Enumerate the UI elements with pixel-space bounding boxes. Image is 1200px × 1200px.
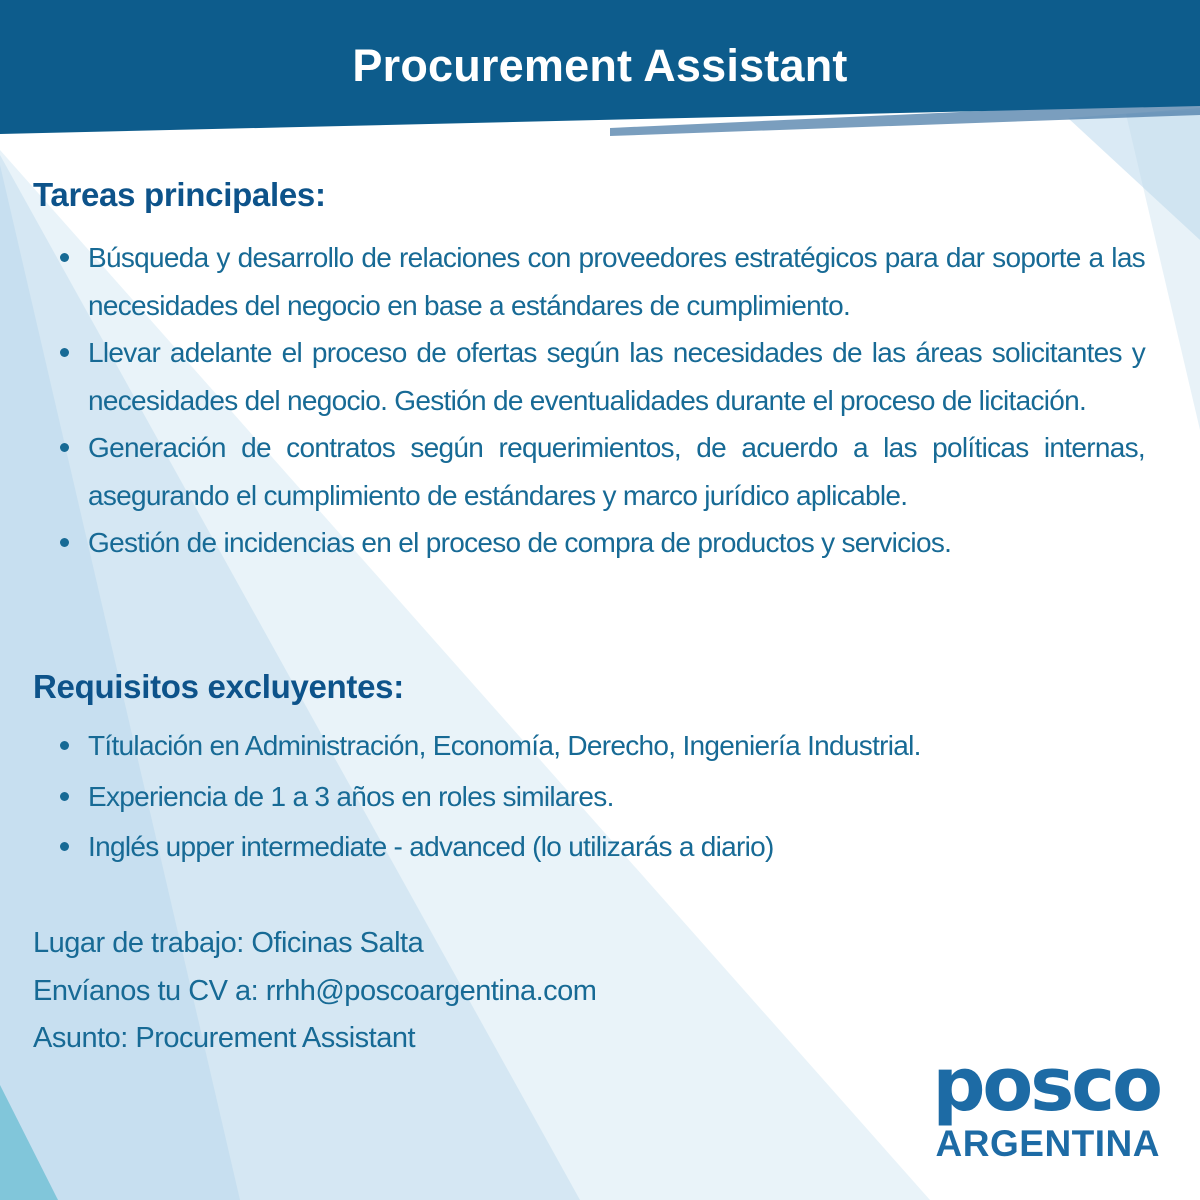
bullet-text: Experiencia de 1 a 3 años en roles similares.: [88, 780, 614, 812]
bullet-text: Generación de contratos según requerimientos, de acuerdo a las políticas internas, asegurando el cumplimiento de estándares y marco jurídico aplicable.: [88, 432, 1145, 511]
bullet-text: Llevar adelante el proceso de ofertas según las necesidades de las áreas solicitantes y necesidades del negocio. Gestión de eventualidades durante el proceso de licitación.: [88, 337, 1145, 416]
list-item: [33, 722, 1145, 770]
bullet-text: Búsqueda y desarrollo de relaciones con proveedores estratégicos para dar soporte a las necesidades del negocio en base a estándares de cumplimiento.: [88, 242, 1145, 321]
list-item: [33, 329, 1145, 424]
list-item: [33, 823, 1145, 871]
bullet-text: Gestión de incidencias en el proceso de compra de productos y servicios.: [88, 527, 952, 558]
cv-email-line: Envíanos tu CV a: rrhh@poscoargentina.com: [33, 974, 597, 1007]
posco-wordmark: posco: [932, 1042, 1160, 1128]
list-item: [33, 424, 1145, 519]
logo-region-label: ARGENTINA: [935, 1123, 1160, 1164]
bullet-icon: [60, 443, 69, 452]
company-logo: [660, 1042, 1160, 1164]
section-heading-tareas: Tareas principales:: [33, 176, 326, 213]
work-location: Lugar de trabajo: Oficinas Salta: [33, 927, 424, 959]
list-item: [33, 773, 1145, 821]
bullet-icon: [60, 538, 69, 547]
bullet-icon: [60, 792, 69, 801]
bullet-icon: [60, 741, 69, 750]
tareas-list: [33, 234, 1145, 567]
email-subject-line: Asunto: Procurement Assistant: [33, 1022, 416, 1054]
contact-block: [33, 920, 596, 1063]
requisitos-list: [33, 722, 1145, 874]
bullet-icon: [60, 842, 69, 851]
bullet-text: Títulación en Administración, Economía, Derecho, Ingeniería Industrial.: [88, 730, 921, 761]
page-title: Procurement Assistant: [352, 40, 848, 91]
bullet-icon: [60, 253, 69, 262]
list-item: [33, 519, 1145, 567]
list-item: [33, 234, 1145, 329]
bullet-icon: [60, 348, 69, 357]
section-heading-requisitos: Requisitos excluyentes:: [33, 668, 404, 705]
bullet-text: Inglés upper intermediate - advanced (lo utilizarás a diario): [88, 831, 774, 862]
